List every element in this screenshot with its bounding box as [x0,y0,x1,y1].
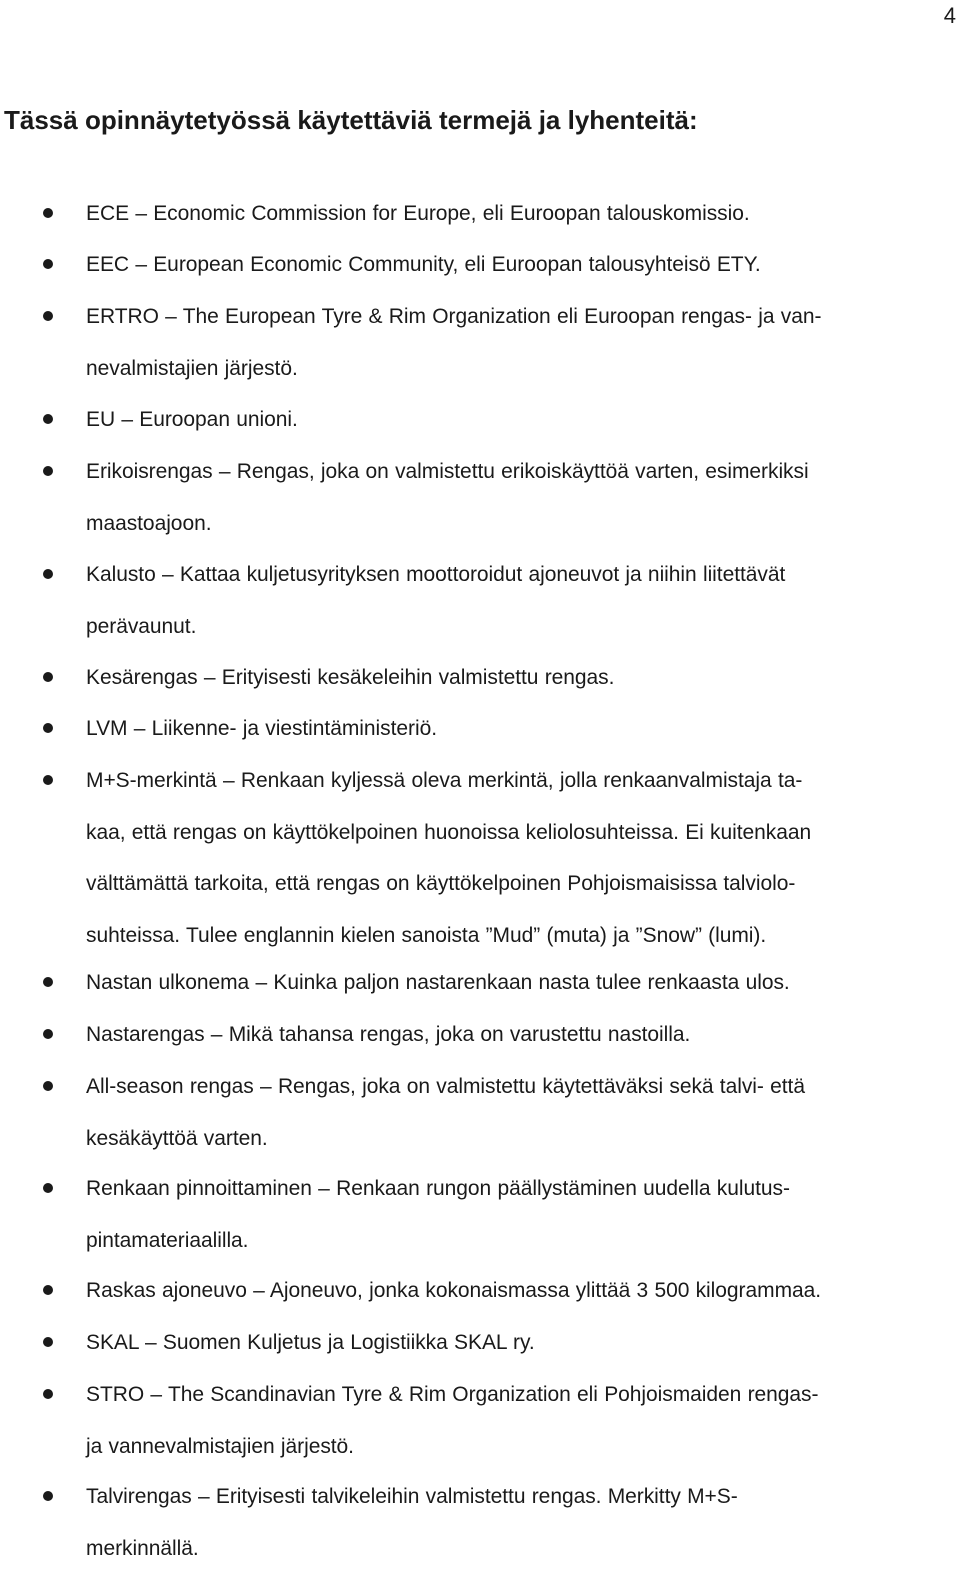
term-text [86,652,952,704]
term-text [86,446,952,549]
term-text-line: nevalmistajien järjestö. [86,343,952,395]
term-text [86,239,952,291]
page-heading: Tässä opinnäytetyössä käytettäviä termejä ja lyhenteitä: [4,103,698,137]
bullet-icon [43,723,53,733]
term-text-line: ECE – Economic Commission for Europe, eli Euroopan talouskomissio. [86,188,952,240]
term-text [86,703,952,755]
term-text-line: suhteissa. Tulee englannin kielen sanoista ”Mud” (muta) ja ”Snow” (lumi). [86,910,952,962]
term-text [86,1317,952,1369]
term-text-line: kaa, että rengas on käyttökelpoinen huonoissa keliolosuhteissa. Ei kuitenkaan [86,807,952,859]
term-text-line: Renkaan pinnoittaminen – Renkaan rungon päällystäminen uudella kulutus- [86,1163,952,1215]
term-text-line: SKAL – Suomen Kuljetus ja Logistiikka SKAL ry. [86,1317,952,1369]
term-text-line: EEC – European Economic Community, eli Euroopan talousyhteisö ETY. [86,239,952,291]
bullet-icon [43,1337,53,1347]
bullet-icon [43,775,53,785]
bullet-icon [43,569,53,579]
bullet-icon [43,466,53,476]
bullet-icon [43,1029,53,1039]
term-text [86,1009,952,1061]
term-text-line: Kalusto – Kattaa kuljetusyrityksen moottoroidut ajoneuvot ja niihin liitettävät [86,549,952,601]
term-text-line: Raskas ajoneuvo – Ajoneuvo, jonka kokonaismassa ylittää 3 500 kilogrammaa. [86,1265,952,1317]
term-text [86,291,952,394]
bullet-icon [43,1389,53,1399]
term-text-line: EU – Euroopan unioni. [86,394,952,446]
term-text [86,755,952,961]
term-text-line: Nastarengas – Mikä tahansa rengas, joka on varustettu nastoilla. [86,1009,952,1061]
term-text-line: kesäkäyttöä varten. [86,1113,952,1165]
term-text-line: Kesärengas – Erityisesti kesäkeleihin valmistettu rengas. [86,652,952,704]
bullet-icon [43,977,53,987]
term-text-line: merkinnällä. [86,1523,952,1574]
term-text [86,1265,952,1317]
term-text [86,394,952,446]
term-text-line: pintamateriaalilla. [86,1215,952,1267]
term-text-line: ERTRO – The European Tyre & Rim Organization eli Euroopan rengas- ja van- [86,291,952,343]
bullet-icon [43,259,53,269]
bullet-icon [43,1081,53,1091]
term-text-line: LVM – Liikenne- ja viestintäministeriö. [86,703,952,755]
term-text [86,1163,952,1266]
term-text-line: All-season rengas – Rengas, joka on valmistettu käytettäväksi sekä talvi- että [86,1061,952,1113]
term-text-line: välttämättä tarkoita, että rengas on käyttökelpoinen Pohjoismaisissa talviolo- [86,858,952,910]
term-text-line: Erikoisrengas – Rengas, joka on valmistettu erikoiskäyttöä varten, esimerkiksi [86,446,952,498]
bullet-icon [43,1491,53,1501]
bullet-icon [43,1183,53,1193]
page-number: 4 [944,2,956,30]
term-text-line: Talvirengas – Erityisesti talvikeleihin valmistettu rengas. Merkitty M+S- [86,1471,952,1523]
term-text [86,188,952,240]
term-text [86,1369,952,1472]
bullet-icon [43,672,53,682]
term-text [86,1061,952,1164]
term-text [86,549,952,652]
bullet-icon [43,208,53,218]
term-text-line: maastoajoon. [86,498,952,550]
term-text-line: Nastan ulkonema – Kuinka paljon nastarenkaan nasta tulee renkaasta ulos. [86,957,952,1009]
bullet-icon [43,311,53,321]
term-text-line: ja vannevalmistajien järjestö. [86,1421,952,1473]
term-text [86,957,952,1009]
term-text-line: perävaunut. [86,601,952,653]
bullet-icon [43,414,53,424]
bullet-icon [43,1285,53,1295]
term-text-line: M+S-merkintä – Renkaan kyljessä oleva merkintä, jolla renkaanvalmistaja ta- [86,755,952,807]
term-text-line: STRO – The Scandinavian Tyre & Rim Organization eli Pohjoismaiden rengas- [86,1369,952,1421]
